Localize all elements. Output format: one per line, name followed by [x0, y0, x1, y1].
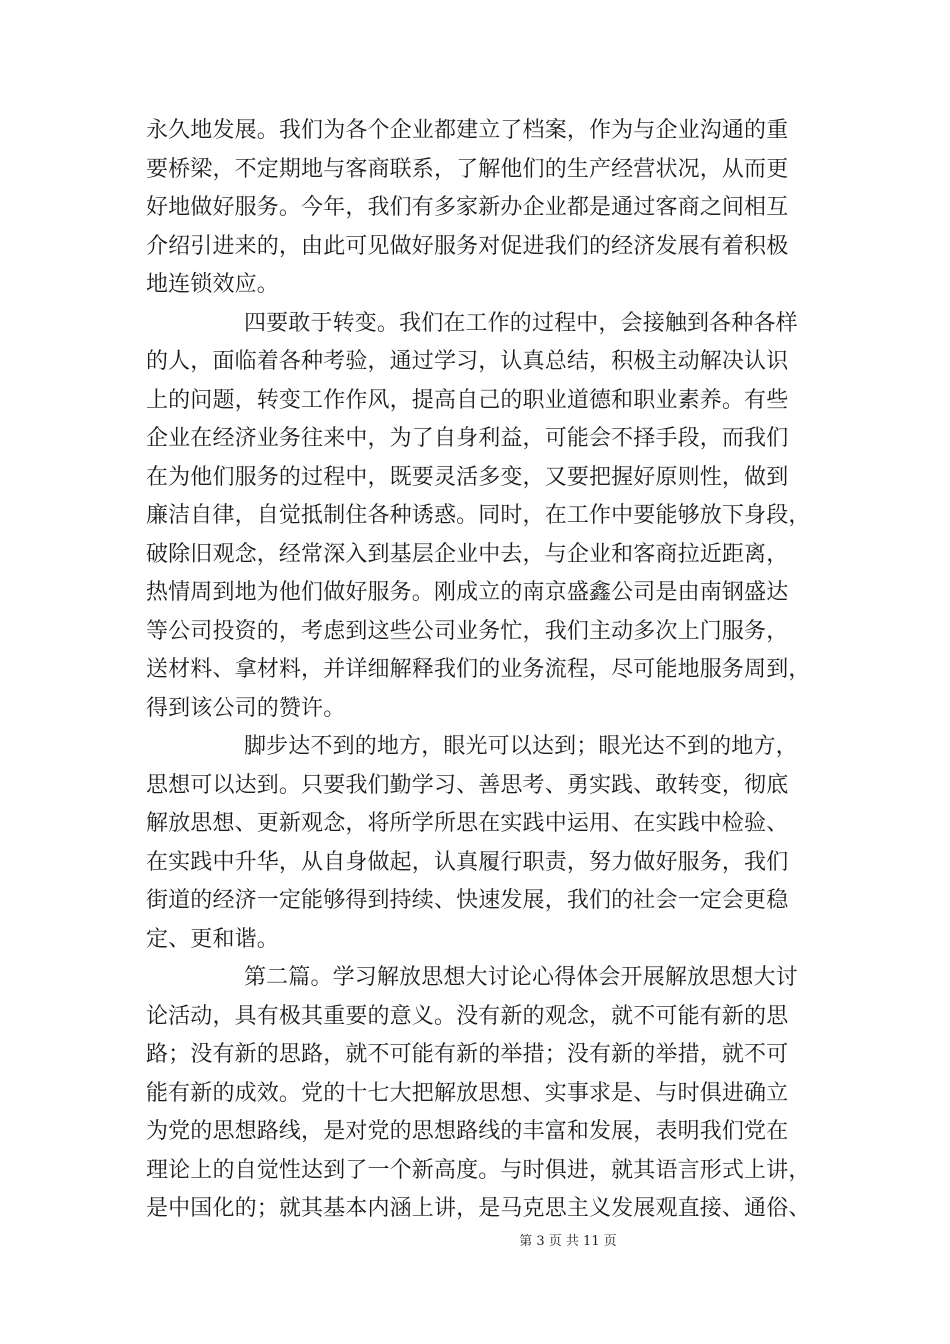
text-line: 定、更和谐。: [146, 926, 279, 952]
text-line: 介绍引进来的，由此可见做好服务对促进我们的经济发展有着积极: [146, 233, 789, 259]
text-line: 是中国化的；就其基本内涵上讲，是马克思主义发展观直接、通俗、: [146, 1196, 811, 1221]
text-line: 要桥梁，不定期地与客商联系，了解他们的生产经营状况，从而更: [146, 156, 789, 182]
paragraph-start-line: 第二篇。学习解放思想大讨论心得体会开展解放思想大讨: [244, 965, 798, 990]
text-line: 的人，面临着各种考验，通过学习，认真总结，积极主动解决认识: [146, 349, 789, 374]
paragraph-start-line: 脚步达不到的地方，眼光可以达到；眼光达不到的地方，: [244, 734, 798, 759]
text-line: 理论上的自觉性达到了一个新高度。与时俱进，就其语言形式上讲，: [146, 1157, 811, 1183]
text-line: 得到该公司的赞许。: [146, 695, 346, 721]
text-line: 在为他们服务的过程中，既要灵活多变，又要把握好原则性，做到: [146, 464, 789, 490]
text-line: 好地做好服务。今年，我们有多家新办企业都是通过客商之间相互: [146, 195, 789, 220]
text-line: 破除旧观念，经常深入到基层企业中去，与企业和客商拉近距离，: [146, 541, 789, 567]
text-line: 热情周到地为他们做好服务。刚成立的南京盛鑫公司是由南钢盛达: [146, 580, 789, 605]
text-line: 思想可以达到。只要我们勤学习、善思考、勇实践、敢转变，彻底: [146, 772, 789, 798]
text-line: 能有新的成效。党的十七大把解放思想、实事求是、与时俱进确立: [146, 1080, 789, 1106]
text-line: 企业在经济业务往来中，为了自身利益，可能会不择手段，而我们: [146, 426, 789, 451]
text-line: 送材料、拿材料，并详细解释我们的业务流程，尽可能地服务周到，: [146, 657, 811, 682]
paragraph-start-line: 四要敢于转变。我们在工作的过程中，会接触到各种各样: [244, 310, 798, 336]
text-line: 廉洁自律，自觉抵制住各种诱惑。同时，在工作中要能够放下身段，: [146, 503, 811, 528]
text-line: 在实践中升华，从自身做起，认真履行职责，努力做好服务，我们: [146, 849, 789, 875]
page-footer: [0, 1230, 950, 1249]
text-line: 地连锁效应。: [146, 272, 279, 297]
text-line: 论活动，具有极其重要的意义。没有新的观念，就不可能有新的思: [146, 1003, 789, 1029]
text-line: 为党的思想路线，是对党的思想路线的丰富和发展，表明我们党在: [146, 1119, 789, 1144]
body-text: [146, 112, 820, 1229]
text-line: 等公司投资的，考虑到这些公司业务忙，我们主动多次上门服务，: [146, 618, 789, 644]
page-number-indicator: 第 3 页 共 11 页: [519, 1234, 617, 1249]
text-line: 永久地发展。我们为各个企业都建立了档案，作为与企业沟通的重: [146, 118, 789, 143]
text-line: 街道的经济一定能够得到持续、快速发展，我们的社会一定会更稳: [146, 888, 789, 913]
text-line: 路；没有新的思路，就不可能有新的举措；没有新的举措，就不可: [146, 1042, 789, 1067]
text-line: 解放思想、更新观念，将所学所思在实践中运用、在实践中检验、: [146, 811, 789, 836]
text-line: 上的问题，转变工作作风，提高自己的职业道德和职业素养。有些: [146, 387, 789, 413]
